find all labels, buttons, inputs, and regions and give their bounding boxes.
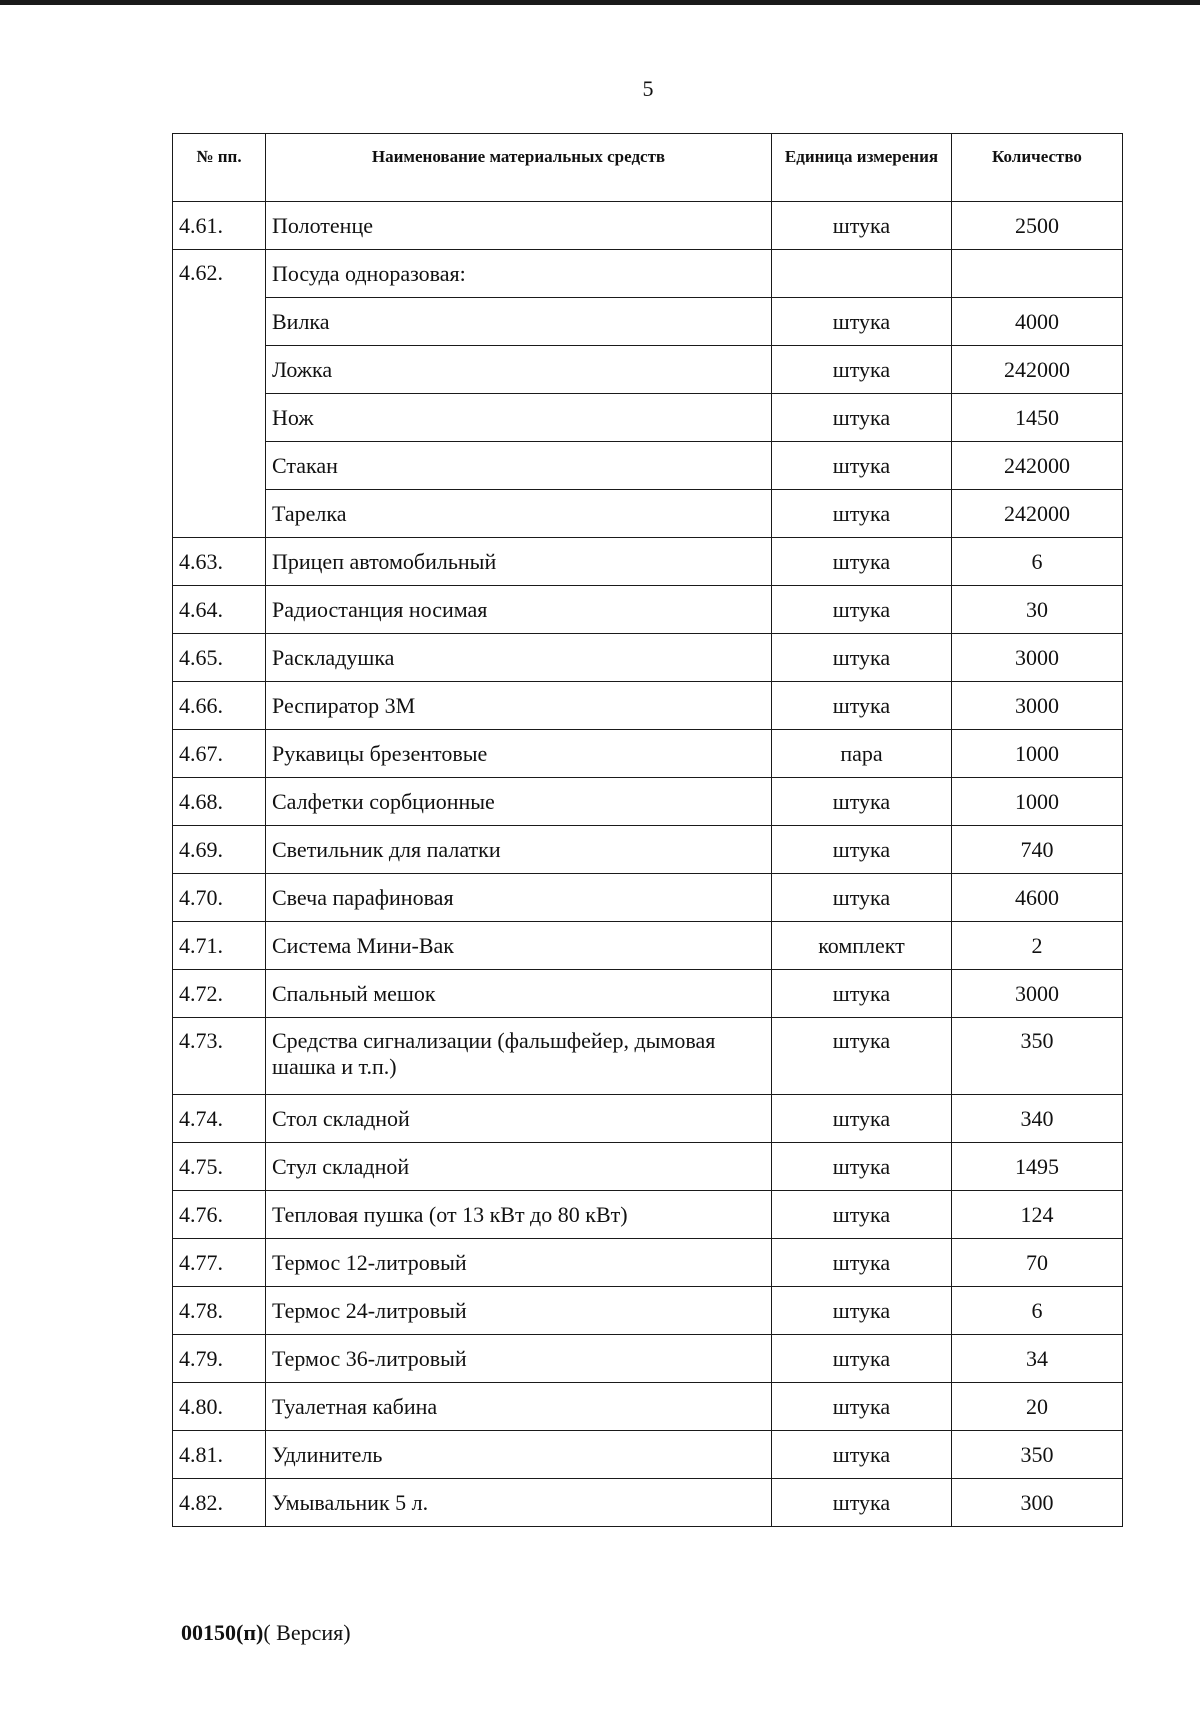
row-name: Посуда одноразовая: xyxy=(266,250,772,298)
row-name: Стакан xyxy=(266,442,772,490)
row-unit: штука xyxy=(772,1335,952,1383)
table-row xyxy=(173,250,1123,298)
row-num: 4.77. xyxy=(173,1239,266,1287)
table-row xyxy=(173,1191,1123,1239)
row-qty: 6 xyxy=(952,1287,1123,1335)
row-name: Термос 12-литровый xyxy=(266,1239,772,1287)
row-qty xyxy=(952,250,1123,298)
table-row xyxy=(173,922,1123,970)
row-name: Прицеп автомобильный xyxy=(266,538,772,586)
table-row xyxy=(173,634,1123,682)
row-name: Термос 24-литровый xyxy=(266,1287,772,1335)
row-num: 4.73. xyxy=(173,1018,266,1095)
row-unit: штука xyxy=(772,394,952,442)
row-unit: штука xyxy=(772,634,952,682)
table-row xyxy=(173,538,1123,586)
table-row xyxy=(173,1383,1123,1431)
row-name: Тепловая пушка (от 13 кВт до 80 кВт) xyxy=(266,1191,772,1239)
table-row xyxy=(173,1287,1123,1335)
row-unit: штука xyxy=(772,538,952,586)
row-unit: штука xyxy=(772,1095,952,1143)
row-name: Свеча парафиновая xyxy=(266,874,772,922)
row-num: 4.63. xyxy=(173,538,266,586)
row-unit xyxy=(772,250,952,298)
row-num: 4.76. xyxy=(173,1191,266,1239)
row-unit: штука xyxy=(772,1383,952,1431)
header-unit: Единица измерения xyxy=(772,134,952,202)
table-header xyxy=(173,134,1123,202)
row-num: 4.66. xyxy=(173,682,266,730)
table-row xyxy=(173,346,1123,394)
row-unit: штука xyxy=(772,442,952,490)
row-num: 4.74. xyxy=(173,1095,266,1143)
row-name: Термос 36-литровый xyxy=(266,1335,772,1383)
table-row xyxy=(173,970,1123,1018)
materials-table-container xyxy=(172,133,1122,1527)
row-name: Салфетки сорбционные xyxy=(266,778,772,826)
row-unit: штука xyxy=(772,586,952,634)
row-unit: штука xyxy=(772,1287,952,1335)
row-num: 4.80. xyxy=(173,1383,266,1431)
page-top-edge xyxy=(0,0,1200,5)
row-qty: 1495 xyxy=(952,1143,1123,1191)
row-qty: 3000 xyxy=(952,970,1123,1018)
row-unit: штука xyxy=(772,826,952,874)
table-row xyxy=(173,1431,1123,1479)
row-name: Умывальник 5 л. xyxy=(266,1479,772,1527)
row-unit: штука xyxy=(772,1239,952,1287)
table-row xyxy=(173,874,1123,922)
header-qty: Количество xyxy=(952,134,1123,202)
row-name: Полотенце xyxy=(266,202,772,250)
row-num: 4.70. xyxy=(173,874,266,922)
header-name: Наименование материальных средств xyxy=(266,134,772,202)
row-name: Ложка xyxy=(266,346,772,394)
row-name: Тарелка xyxy=(266,490,772,538)
table-row xyxy=(173,1479,1123,1527)
row-unit: штука xyxy=(772,874,952,922)
row-qty: 340 xyxy=(952,1095,1123,1143)
header-num: № пп. xyxy=(173,134,266,202)
row-name: Система Мини-Вак xyxy=(266,922,772,970)
row-unit: штука xyxy=(772,1143,952,1191)
row-qty: 4000 xyxy=(952,298,1123,346)
row-qty: 3000 xyxy=(952,682,1123,730)
row-unit: штука xyxy=(772,970,952,1018)
row-unit: штука xyxy=(772,202,952,250)
row-name: Стол складной xyxy=(266,1095,772,1143)
row-num: 4.81. xyxy=(173,1431,266,1479)
table-row xyxy=(173,394,1123,442)
row-unit: комплект xyxy=(772,922,952,970)
row-num: 4.71. xyxy=(173,922,266,970)
row-qty: 242000 xyxy=(952,346,1123,394)
row-qty: 350 xyxy=(952,1018,1123,1095)
table-row xyxy=(173,442,1123,490)
row-num: 4.79. xyxy=(173,1335,266,1383)
row-num: 4.78. xyxy=(173,1287,266,1335)
row-unit: штука xyxy=(772,298,952,346)
table-row xyxy=(173,490,1123,538)
row-unit: штука xyxy=(772,346,952,394)
row-qty: 1450 xyxy=(952,394,1123,442)
row-qty: 4600 xyxy=(952,874,1123,922)
row-name: Стул складной xyxy=(266,1143,772,1191)
table-row xyxy=(173,1143,1123,1191)
row-num: 4.82. xyxy=(173,1479,266,1527)
row-name: Раскладушка xyxy=(266,634,772,682)
table-row xyxy=(173,1018,1123,1095)
table-row xyxy=(173,778,1123,826)
row-num: 4.61. xyxy=(173,202,266,250)
row-qty: 350 xyxy=(952,1431,1123,1479)
table-row xyxy=(173,1335,1123,1383)
row-qty: 1000 xyxy=(952,778,1123,826)
table-row xyxy=(173,1095,1123,1143)
document-version: ( Версия) xyxy=(263,1620,351,1645)
row-num: 4.69. xyxy=(173,826,266,874)
page-number: 5 xyxy=(642,76,654,101)
row-qty: 2500 xyxy=(952,202,1123,250)
row-qty: 34 xyxy=(952,1335,1123,1383)
row-unit: штука xyxy=(772,1191,952,1239)
row-name: Вилка xyxy=(266,298,772,346)
row-qty: 242000 xyxy=(952,442,1123,490)
row-qty: 2 xyxy=(952,922,1123,970)
row-qty: 6 xyxy=(952,538,1123,586)
materials-table xyxy=(172,133,1123,1527)
table-row xyxy=(173,298,1123,346)
table-header-row xyxy=(173,134,1123,202)
row-qty: 3000 xyxy=(952,634,1123,682)
row-unit: штука xyxy=(772,1431,952,1479)
row-name: Нож xyxy=(266,394,772,442)
row-num: 4.68. xyxy=(173,778,266,826)
table-row xyxy=(173,682,1123,730)
row-num: 4.62. xyxy=(173,250,266,538)
row-num: 4.67. xyxy=(173,730,266,778)
row-qty: 124 xyxy=(952,1191,1123,1239)
row-qty: 20 xyxy=(952,1383,1123,1431)
row-qty: 300 xyxy=(952,1479,1123,1527)
table-row xyxy=(173,586,1123,634)
row-unit: пара xyxy=(772,730,952,778)
row-unit: штука xyxy=(772,1018,952,1095)
table-body xyxy=(173,202,1123,1527)
row-qty: 70 xyxy=(952,1239,1123,1287)
row-qty: 740 xyxy=(952,826,1123,874)
row-num: 4.72. xyxy=(173,970,266,1018)
row-qty: 1000 xyxy=(952,730,1123,778)
row-unit: штука xyxy=(772,682,952,730)
row-name: Рукавицы брезентовые xyxy=(266,730,772,778)
row-qty: 30 xyxy=(952,586,1123,634)
row-name: Респиратор 3М xyxy=(266,682,772,730)
row-num: 4.65. xyxy=(173,634,266,682)
table-row xyxy=(173,1239,1123,1287)
row-qty: 242000 xyxy=(952,490,1123,538)
row-name: Светильник для палатки xyxy=(266,826,772,874)
row-unit: штука xyxy=(772,490,952,538)
row-name: Спальный мешок xyxy=(266,970,772,1018)
row-unit: штука xyxy=(772,1479,952,1527)
table-row xyxy=(173,826,1123,874)
row-num: 4.64. xyxy=(173,586,266,634)
row-num: 4.75. xyxy=(173,1143,266,1191)
row-name: Туалетная кабина xyxy=(266,1383,772,1431)
row-name: Удлинитель xyxy=(266,1431,772,1479)
document-code: 00150(п) xyxy=(181,1620,264,1645)
document-footer xyxy=(181,1620,351,1646)
row-unit: штука xyxy=(772,778,952,826)
table-row xyxy=(173,730,1123,778)
row-name: Средства сигнализации (фальшфейер, дымовая шашка и т.п.) xyxy=(266,1018,772,1095)
row-name: Радиостанция носимая xyxy=(266,586,772,634)
table-row xyxy=(173,202,1123,250)
